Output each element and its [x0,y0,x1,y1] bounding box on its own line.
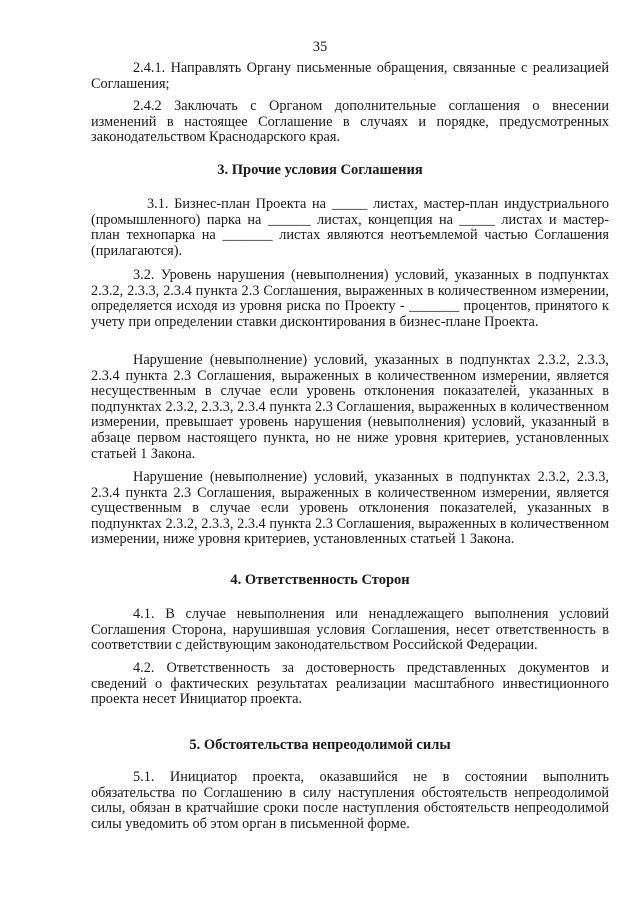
section-3-heading: 3. Прочие условия Соглашения [217,162,423,178]
clause-4-2: 4.2. Ответственность за достоверность представленных документов и сведений о фактических результатах реализации масштабного инвестиционного проекта несет Инициатор проекта. [91,660,609,708]
clause-3-2: 3.2. Уровень нарушения (невыполнения) условий, указанных в подпунктах 2.3.2, 2.3.3, 2.3.4 пункта 2.3 Соглашения, выраженных в количественном измерении, определяется исходя из уровня риска по Проекту - _______ процентов, принятого к учету при определении ставки дисконтирования в бизнес-плане Проекта. [91,267,609,330]
clause-4-1: 4.1. В случае невыполнения или ненадлежащего выполнения условий Соглашения Сторона, нарушившая условия Соглашения, несет ответственность в соответствии с действующим законодательством Российской Федерации. [91,606,609,654]
clause-3-2-paragraph-2: Нарушение (невыполнение) условий, указанных в подпунктах 2.3.2, 2.3.3, 2.3.4 пункта 2.3 Соглашения, выраженных в количественном измерении, является несущественным в случае если уровень отклонения показателей, указанных в подпунктах 2.3.2, 2.3.3, 2.3.4 пункта 2.3 Соглашения, выраженных в количественном измерении, превышает уровень нарушения (невыполнения) условий, указанный в абзаце первом настоящего пункта, но не ниже уровня критериев, установленных статьей 1 Закона. [91,352,609,462]
clause-2-4-2: 2.4.2 Заключать с Органом дополнительные соглашения о внесении изменений в настоящее Соглашение в случаях и порядке, предусмотренных законодательством Краснодарского края. [91,98,609,146]
clause-5-1: 5.1. Инициатор проекта, оказавшийся не в состоянии выполнить обязательства по Соглашению в силу наступления обстоятельств непреодолимой силы, обязан в кратчайшие сроки после наступления обстоятельств непреодолимой силы уведомить об этом орган в письменной форме. [91,769,609,832]
section-5-heading: 5. Обстоятельства непреодолимой силы [189,737,451,753]
page-number: 35 [312,39,328,55]
clause-2-4-1: 2.4.1. Направлять Органу письменные обращения, связанные с реализацией Соглашения; [91,60,609,92]
section-4-heading: 4. Ответственность Сторон [230,572,410,588]
clause-3-1: 3.1. Бизнес-план Проекта на _____ листах, мастер-план индустриального (промышленного) парка на ______ листах, концепция на _____ листах и мастер-план технопарка на _______ листах являются неотъемлемой частью Соглашения (прилагаются). [91,196,609,259]
clause-3-2-paragraph-3: Нарушение (невыполнение) условий, указанных в подпунктах 2.3.2, 2.3.3, 2.3.4 пункта 2.3 Соглашения, выраженных в количественном измерении, является существенным в случае если уровень отклонения показателей, указанных в подпунктах 2.3.2, 2.3.3, 2.3.4 пункта 2.3 Соглашения, выраженных в количественном измерении, ниже уровня критериев, установленных статьей 1 Закона. [91,469,609,548]
